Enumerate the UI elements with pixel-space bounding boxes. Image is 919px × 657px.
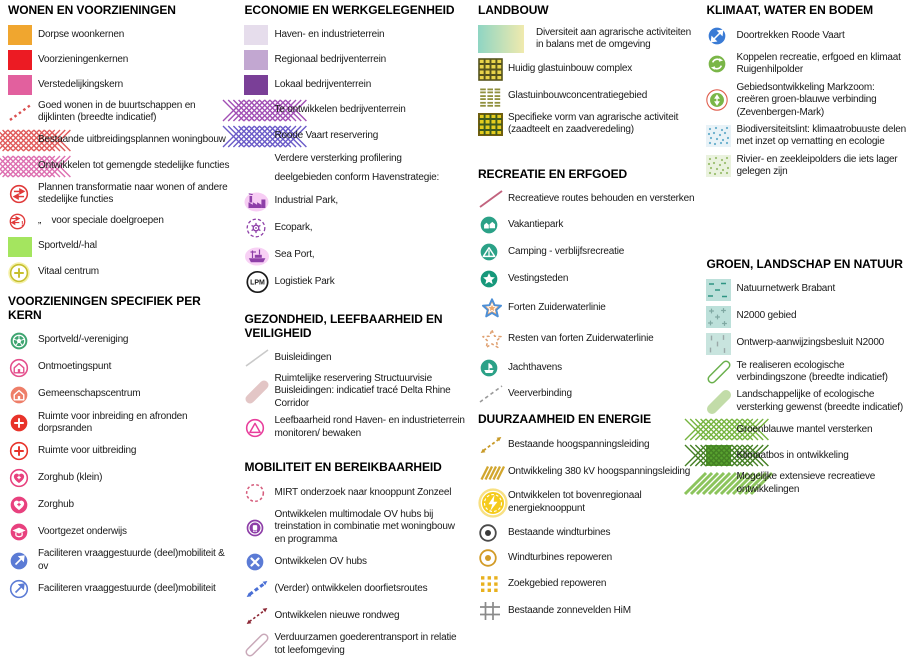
legend-item-label: Ontwikkelen OV hubs bbox=[274, 556, 367, 568]
legend-section bbox=[706, 257, 909, 496]
legend-item bbox=[478, 434, 697, 456]
legend-section bbox=[8, 294, 234, 601]
legend-item-label: Sea Port, bbox=[274, 248, 315, 260]
greenhouse-dashed-grid-swatch bbox=[478, 86, 508, 107]
landscape-band-icon bbox=[706, 390, 736, 414]
legend-item bbox=[8, 130, 234, 151]
legend-item bbox=[8, 411, 234, 436]
green-blue-crosshatch-swatch bbox=[706, 419, 736, 440]
light-lilac-area-swatch bbox=[244, 25, 274, 45]
legend-section bbox=[478, 167, 697, 404]
legend-item bbox=[478, 573, 697, 595]
legend-item bbox=[244, 578, 467, 600]
section-title: VOORZIENINGEN SPECIFIEK PER KERN bbox=[8, 293, 201, 322]
legend-section bbox=[478, 3, 697, 137]
legend-item bbox=[706, 52, 909, 77]
community-center-icon bbox=[8, 384, 38, 406]
legend-item-label: Ruimte voor uitbreiding bbox=[38, 445, 137, 457]
n2000-draft-swatch bbox=[706, 333, 736, 355]
legend-item-label: Windturbines repoweren bbox=[507, 551, 612, 563]
legend-item-label: Mogelijke extensieve recreatieve ontwikkelingen bbox=[736, 471, 876, 495]
legend-item-label: Ontwikkelen nieuwe rondweg bbox=[274, 610, 400, 622]
legend-item-label: Voortgezet onderwijs bbox=[38, 526, 127, 538]
legend-item bbox=[8, 521, 234, 543]
legend-item bbox=[8, 262, 234, 284]
purple-area-swatch bbox=[244, 75, 274, 95]
section-title: MOBILITEIT EN BEREIKBAARHEID bbox=[244, 460, 442, 475]
mobility-arrow-filled-icon bbox=[8, 550, 38, 572]
pipeline-line-icon bbox=[244, 348, 274, 368]
legend-item bbox=[706, 154, 909, 179]
infill-plus-icon bbox=[8, 412, 38, 434]
monitor-triangle-icon bbox=[244, 417, 274, 439]
legend-item-label: Forten Zuiderwaterlinie bbox=[507, 301, 606, 313]
legend-column-2 bbox=[244, 3, 477, 656]
legend-item-label: Ontwikkelen tot gemengde stedelijke functies bbox=[38, 160, 230, 172]
ship-icon bbox=[244, 244, 274, 266]
legend-item-label: Verdere versterking profilering bbox=[274, 153, 402, 165]
legend-item bbox=[8, 25, 234, 45]
section-title: KLIMAAT, WATER EN BODEM bbox=[706, 3, 874, 17]
section-title: DUURZAAMHEID EN ENERGIE bbox=[477, 411, 652, 426]
legend-item-label: Recreatieve routes behouden en versterken bbox=[507, 192, 695, 204]
legend-item bbox=[478, 461, 697, 483]
legend-item bbox=[8, 156, 234, 177]
legend-item-label: Zorghub (klein) bbox=[38, 472, 103, 484]
legend-item-label: Ontmoetingspunt bbox=[38, 361, 112, 373]
legend-item-label: Ruimte voor inbreiding en afronden dorpsranden bbox=[38, 410, 188, 435]
legend-item bbox=[706, 471, 909, 496]
legend-item bbox=[244, 244, 467, 266]
legend-item bbox=[478, 25, 697, 53]
legend-section bbox=[244, 312, 467, 440]
climate-forest-swatch bbox=[706, 445, 736, 466]
section-title: GEZONDHEID, LEEFBAARHEID EN VEILIGHEID bbox=[244, 312, 443, 340]
legend-item-label: Glastuinbouwconcentratiegebied bbox=[507, 90, 648, 102]
legend-item bbox=[478, 268, 697, 290]
legend-item bbox=[478, 523, 697, 543]
legend-item bbox=[8, 357, 234, 379]
legend-item bbox=[706, 389, 909, 414]
legend-item bbox=[244, 152, 467, 167]
legend-item-label: MIRT onderzoek naar knooppunt Zonzeel bbox=[274, 486, 452, 498]
power-line-hatch-icon bbox=[478, 461, 508, 483]
legend-item bbox=[244, 605, 467, 627]
legend-item bbox=[478, 86, 697, 107]
legend-item bbox=[706, 419, 909, 440]
legend-item bbox=[478, 58, 697, 81]
legend-item-label: Ruimtelijke reservering Structuurvisie Buisleidingen: indicatief tracé Delta Rhine Corridor bbox=[274, 373, 451, 409]
legend-item-label: Landschappelijke of ecologische versterking gewenst (breedte indicatief) bbox=[736, 389, 904, 413]
legend-item bbox=[478, 112, 697, 137]
legend-item-label: Doortrekken Roode Vaart bbox=[736, 29, 845, 41]
transformation-special-icon bbox=[8, 212, 38, 231]
legend-item-label: Goed wonen in de buurtschappen en dijklinten (breedte indicatief) bbox=[38, 100, 196, 124]
legend-item-label: Ontwerp-aanwijzingsbesluit N2000 bbox=[736, 337, 885, 349]
fort-remains-star-icon bbox=[478, 326, 508, 352]
legend-item bbox=[478, 488, 697, 518]
legend-item bbox=[706, 82, 909, 119]
power-line-arrow-icon bbox=[478, 434, 508, 456]
legend-item-label: N2000 gebied bbox=[736, 310, 797, 322]
legend-item-label: Zoekgebied repoweren bbox=[507, 577, 607, 589]
solar-field-hash-icon bbox=[478, 600, 508, 622]
vitaal-centrum-plus-icon bbox=[8, 262, 38, 284]
svg-text:LPM: LPM bbox=[250, 279, 266, 287]
pink-crosshatch-swatch bbox=[8, 156, 38, 177]
section-title: LANDBOUW bbox=[477, 3, 549, 17]
energy-node-icon bbox=[478, 488, 508, 518]
legend-item bbox=[244, 100, 467, 121]
legend-item-label: Vestingsteden bbox=[507, 272, 569, 284]
legend-column-1 bbox=[8, 3, 244, 626]
legend-column-4 bbox=[706, 3, 919, 626]
violet-crosshatch-swatch bbox=[244, 126, 274, 147]
gear-icon bbox=[244, 216, 274, 240]
legend-item-label: Dorpse woonkernen bbox=[38, 28, 125, 40]
legend-item bbox=[8, 237, 234, 257]
legend-item bbox=[706, 360, 909, 385]
legend-item-label: Ecopark, bbox=[274, 221, 313, 233]
green-area-swatch bbox=[8, 237, 38, 257]
legend-item bbox=[244, 25, 467, 45]
freight-band-icon bbox=[244, 633, 274, 657]
wind-turbine-repower-icon bbox=[478, 548, 508, 568]
legend-item bbox=[8, 75, 234, 95]
legend-section bbox=[706, 3, 909, 179]
care-hub-icon bbox=[8, 494, 38, 516]
purple-crosshatch-swatch bbox=[244, 100, 274, 121]
biodiversity-dots-swatch bbox=[706, 125, 736, 147]
legend-item bbox=[244, 348, 467, 368]
legend-item bbox=[706, 306, 909, 328]
holiday-park-icon bbox=[478, 214, 508, 236]
legend-item bbox=[478, 295, 697, 321]
lpm-badge-icon bbox=[244, 270, 274, 294]
legend-item bbox=[478, 326, 697, 352]
wind-turbine-dot-icon bbox=[478, 523, 508, 543]
legend-item-label: Biodiversiteitslint: klimaatrobuuste delen met inzet op vernatting en ecologie bbox=[736, 124, 906, 148]
agriculture-gradient-swatch bbox=[478, 25, 536, 53]
legend-item bbox=[244, 126, 467, 147]
legend-item bbox=[478, 214, 697, 236]
legend-item-label: Sportveld/-vereniging bbox=[38, 334, 129, 346]
legend-item bbox=[8, 384, 234, 406]
legend-item-label: Ontwikkelen tot bovenregionaal energieknooppunt bbox=[507, 490, 642, 514]
recycle-link-icon bbox=[706, 53, 736, 75]
legend-item-label: Buisleidingen bbox=[274, 351, 332, 363]
legend-section bbox=[478, 412, 697, 622]
legend-item-label: Ontwikkelen multimodale OV hubs bij treinstation in combinatie met woningbouw en programma bbox=[274, 509, 455, 545]
legend-item bbox=[478, 241, 697, 263]
care-hub-small-icon bbox=[8, 467, 38, 489]
section-title: ECONOMIE EN WERKGELEGENHEID bbox=[244, 3, 455, 17]
legend-section bbox=[244, 3, 467, 294]
legend-item-label: Camping - verblijfsrecreatie bbox=[507, 245, 625, 257]
legend-item bbox=[706, 333, 909, 355]
legend-item bbox=[478, 548, 697, 568]
legend-item-label: Leefbaarheid rond Haven- en industrieterrein monitoren/ bewaken bbox=[274, 415, 465, 439]
sportclub-soccer-icon bbox=[8, 330, 38, 352]
legend-item-label: „ voor speciale doelgroepen bbox=[38, 215, 164, 227]
legend-item-label: Gemeenschapscentrum bbox=[38, 388, 141, 400]
legend-item-label: Logistiek Park bbox=[274, 275, 335, 287]
pink-area-swatch bbox=[8, 75, 38, 95]
legend-item-label: Regionaal bedrijventerrein bbox=[274, 53, 387, 65]
fortified-town-star-icon bbox=[478, 268, 508, 290]
ov-hub-x-icon bbox=[244, 551, 274, 573]
legend-item-label: Koppelen recreatie, erfgoed en klimaat Ruigenhilpolder bbox=[736, 52, 901, 76]
legend-item-label: Faciliteren vraaggestuurde (deel)mobiliteit & ov bbox=[38, 548, 225, 572]
legend-item-label: deelgebieden conform Havenstrategie: bbox=[274, 172, 440, 184]
legend-item bbox=[244, 270, 467, 294]
legend-item-label: Gebiedsontwikkeling Markzoom: creëren groen-blauwe verbinding (Zevenbergen-Mark) bbox=[736, 81, 877, 118]
legend-item-label: Vitaal centrum bbox=[38, 266, 99, 278]
legend-item bbox=[706, 445, 909, 466]
legend-item bbox=[244, 75, 467, 95]
extensive-recreation-stripes-swatch bbox=[706, 473, 736, 494]
legend-item bbox=[244, 482, 467, 504]
legend-item-label: Te realiseren ecologische verbindingszone (breedte indicatief) bbox=[736, 359, 888, 384]
red-area-swatch bbox=[8, 50, 38, 70]
legend-item bbox=[8, 212, 234, 232]
legend-item bbox=[706, 279, 909, 301]
section-title: WONEN EN VOORZIENINGEN bbox=[8, 3, 176, 17]
legend-item-label: Plannen transformatie naar wonen of andere stedelijke functies bbox=[38, 181, 228, 206]
corridor-band-icon bbox=[244, 380, 274, 404]
mobility-arrow-outline-icon bbox=[8, 578, 38, 600]
legend-item-label: Rivier- en zeekleipolders die iets lager gelegen zijn bbox=[736, 153, 898, 178]
section-title: GROEN, LANDSCHAP EN NATUUR bbox=[706, 256, 903, 271]
graduation-cap-icon bbox=[8, 521, 38, 543]
legend-item bbox=[8, 548, 234, 573]
legend-item-label: Bestaande zonnevelden HiM bbox=[507, 604, 631, 616]
polder-dots-swatch bbox=[706, 155, 736, 177]
legend-item bbox=[478, 189, 697, 209]
legend-item bbox=[244, 551, 467, 573]
legend-item bbox=[8, 467, 234, 489]
legend-item bbox=[706, 124, 909, 149]
ferry-dashed-line-icon bbox=[478, 384, 508, 404]
legend-item bbox=[8, 494, 234, 516]
n2000-swatch bbox=[706, 306, 736, 328]
legend-item bbox=[478, 384, 697, 404]
legend-item-label: Specifieke vorm van agrarische activiteit (zaadteelt en zaadveredeling) bbox=[507, 112, 679, 136]
legend-item bbox=[8, 182, 234, 207]
legend-item-label: Zorghub bbox=[38, 499, 74, 511]
legend-item bbox=[8, 100, 234, 125]
roode-vaart-arrow-icon bbox=[706, 25, 736, 47]
legend-item bbox=[244, 216, 467, 240]
legend-item-label: Verduurzamen goederentransport in relatie tot leefomgeving bbox=[274, 632, 457, 656]
red-crosshatch-swatch bbox=[8, 130, 38, 151]
legend-item bbox=[244, 50, 467, 70]
mirt-dashed-circle-icon bbox=[244, 482, 274, 504]
legend-section bbox=[244, 460, 467, 657]
meeting-point-icon bbox=[8, 357, 38, 379]
markzoom-connection-icon bbox=[706, 89, 736, 111]
legend-item-label: Industrial Park, bbox=[274, 194, 338, 206]
section-title: RECREATIE EN ERFGOED bbox=[477, 166, 628, 181]
svg-text:!: ! bbox=[21, 219, 24, 228]
legend-item-label: Vakantiepark bbox=[507, 218, 564, 230]
transformation-arrows-icon bbox=[8, 183, 38, 205]
legend-item-label: Jachthavens bbox=[507, 361, 562, 373]
camping-tent-icon bbox=[478, 241, 508, 263]
legend-item-label: Lokaal bedrijventerrein bbox=[274, 78, 372, 90]
ring-road-arrow-icon bbox=[244, 605, 274, 627]
legend-item-label: Bestaande hoogspanningsleiding bbox=[507, 438, 650, 450]
legend-item bbox=[8, 50, 234, 70]
legend-item-label: Sportveld/-hal bbox=[38, 240, 97, 252]
red-dashed-line-icon bbox=[8, 102, 38, 122]
bike-route-arrow-icon bbox=[244, 578, 274, 600]
legend-item-label: Haven- en industrieterrein bbox=[274, 28, 385, 40]
legend-item-label: Natuurnetwerk Brabant bbox=[736, 283, 836, 295]
legend-item-label: Voorzieningenkernen bbox=[38, 53, 129, 65]
legend-item-label: Resten van forten Zuiderwaterlinie bbox=[507, 332, 654, 344]
legend-item bbox=[244, 415, 467, 440]
legend-item bbox=[8, 578, 234, 600]
orange-area-swatch bbox=[8, 25, 38, 45]
legend-item bbox=[244, 373, 467, 410]
nature-network-swatch bbox=[706, 279, 736, 301]
legend-item-label: Bestaande uitbreidingsplannen woningbouw bbox=[38, 134, 226, 146]
legend-item bbox=[8, 330, 234, 352]
legend-item-label: Groenblauwe mantel versterken bbox=[736, 423, 873, 435]
legend-item-label: Huidig glastuinbouw complex bbox=[507, 63, 633, 75]
legend-item bbox=[244, 190, 467, 212]
legend-item-label: Verstedelijkingskern bbox=[38, 78, 123, 90]
repower-dot-grid-icon bbox=[478, 573, 508, 595]
legend-item bbox=[244, 509, 467, 546]
eco-zone-band-icon bbox=[706, 360, 736, 384]
marina-boat-icon bbox=[478, 357, 508, 379]
greenhouse-grid-swatch bbox=[478, 58, 508, 81]
legend-item bbox=[244, 171, 467, 186]
fort-star-icon bbox=[478, 295, 508, 321]
legend-item bbox=[706, 25, 909, 47]
seed-grid-swatch bbox=[478, 113, 508, 136]
legend-item bbox=[478, 357, 697, 379]
legend-item-label: (Verder) ontwikkelen doorfietsroutes bbox=[274, 583, 428, 595]
legend-item bbox=[8, 440, 234, 462]
legend-item-label: Bestaande windturbines bbox=[507, 526, 611, 538]
legend-item bbox=[478, 600, 697, 622]
legend-item-label: Diversiteit aan agrarische activiteiten in balans met de omgeving bbox=[535, 26, 692, 50]
legend-item-label: Roode Vaart reservering bbox=[274, 130, 379, 142]
multimodal-hub-icon bbox=[244, 517, 274, 539]
legend-item-label: Klimaatbos in ontwikkeling bbox=[736, 449, 849, 461]
legend-item-label: Te ontwikkelen bedrijventerrein bbox=[274, 104, 406, 116]
legend-item bbox=[244, 632, 467, 657]
legend-item-label: Ontwikkeling 380 kV hoogspanningsleiding bbox=[507, 465, 691, 477]
factory-icon bbox=[244, 190, 274, 212]
lilac-area-swatch bbox=[244, 50, 274, 70]
expansion-plus-icon bbox=[8, 440, 38, 462]
legend-section bbox=[8, 3, 234, 284]
recreational-route-line-icon bbox=[478, 189, 508, 209]
legend-column-3 bbox=[478, 3, 707, 626]
legend-item-label: Veerverbinding bbox=[507, 387, 572, 399]
legend-item-label: Faciliteren vraaggestuurde (deel)mobiliteit bbox=[38, 583, 216, 595]
